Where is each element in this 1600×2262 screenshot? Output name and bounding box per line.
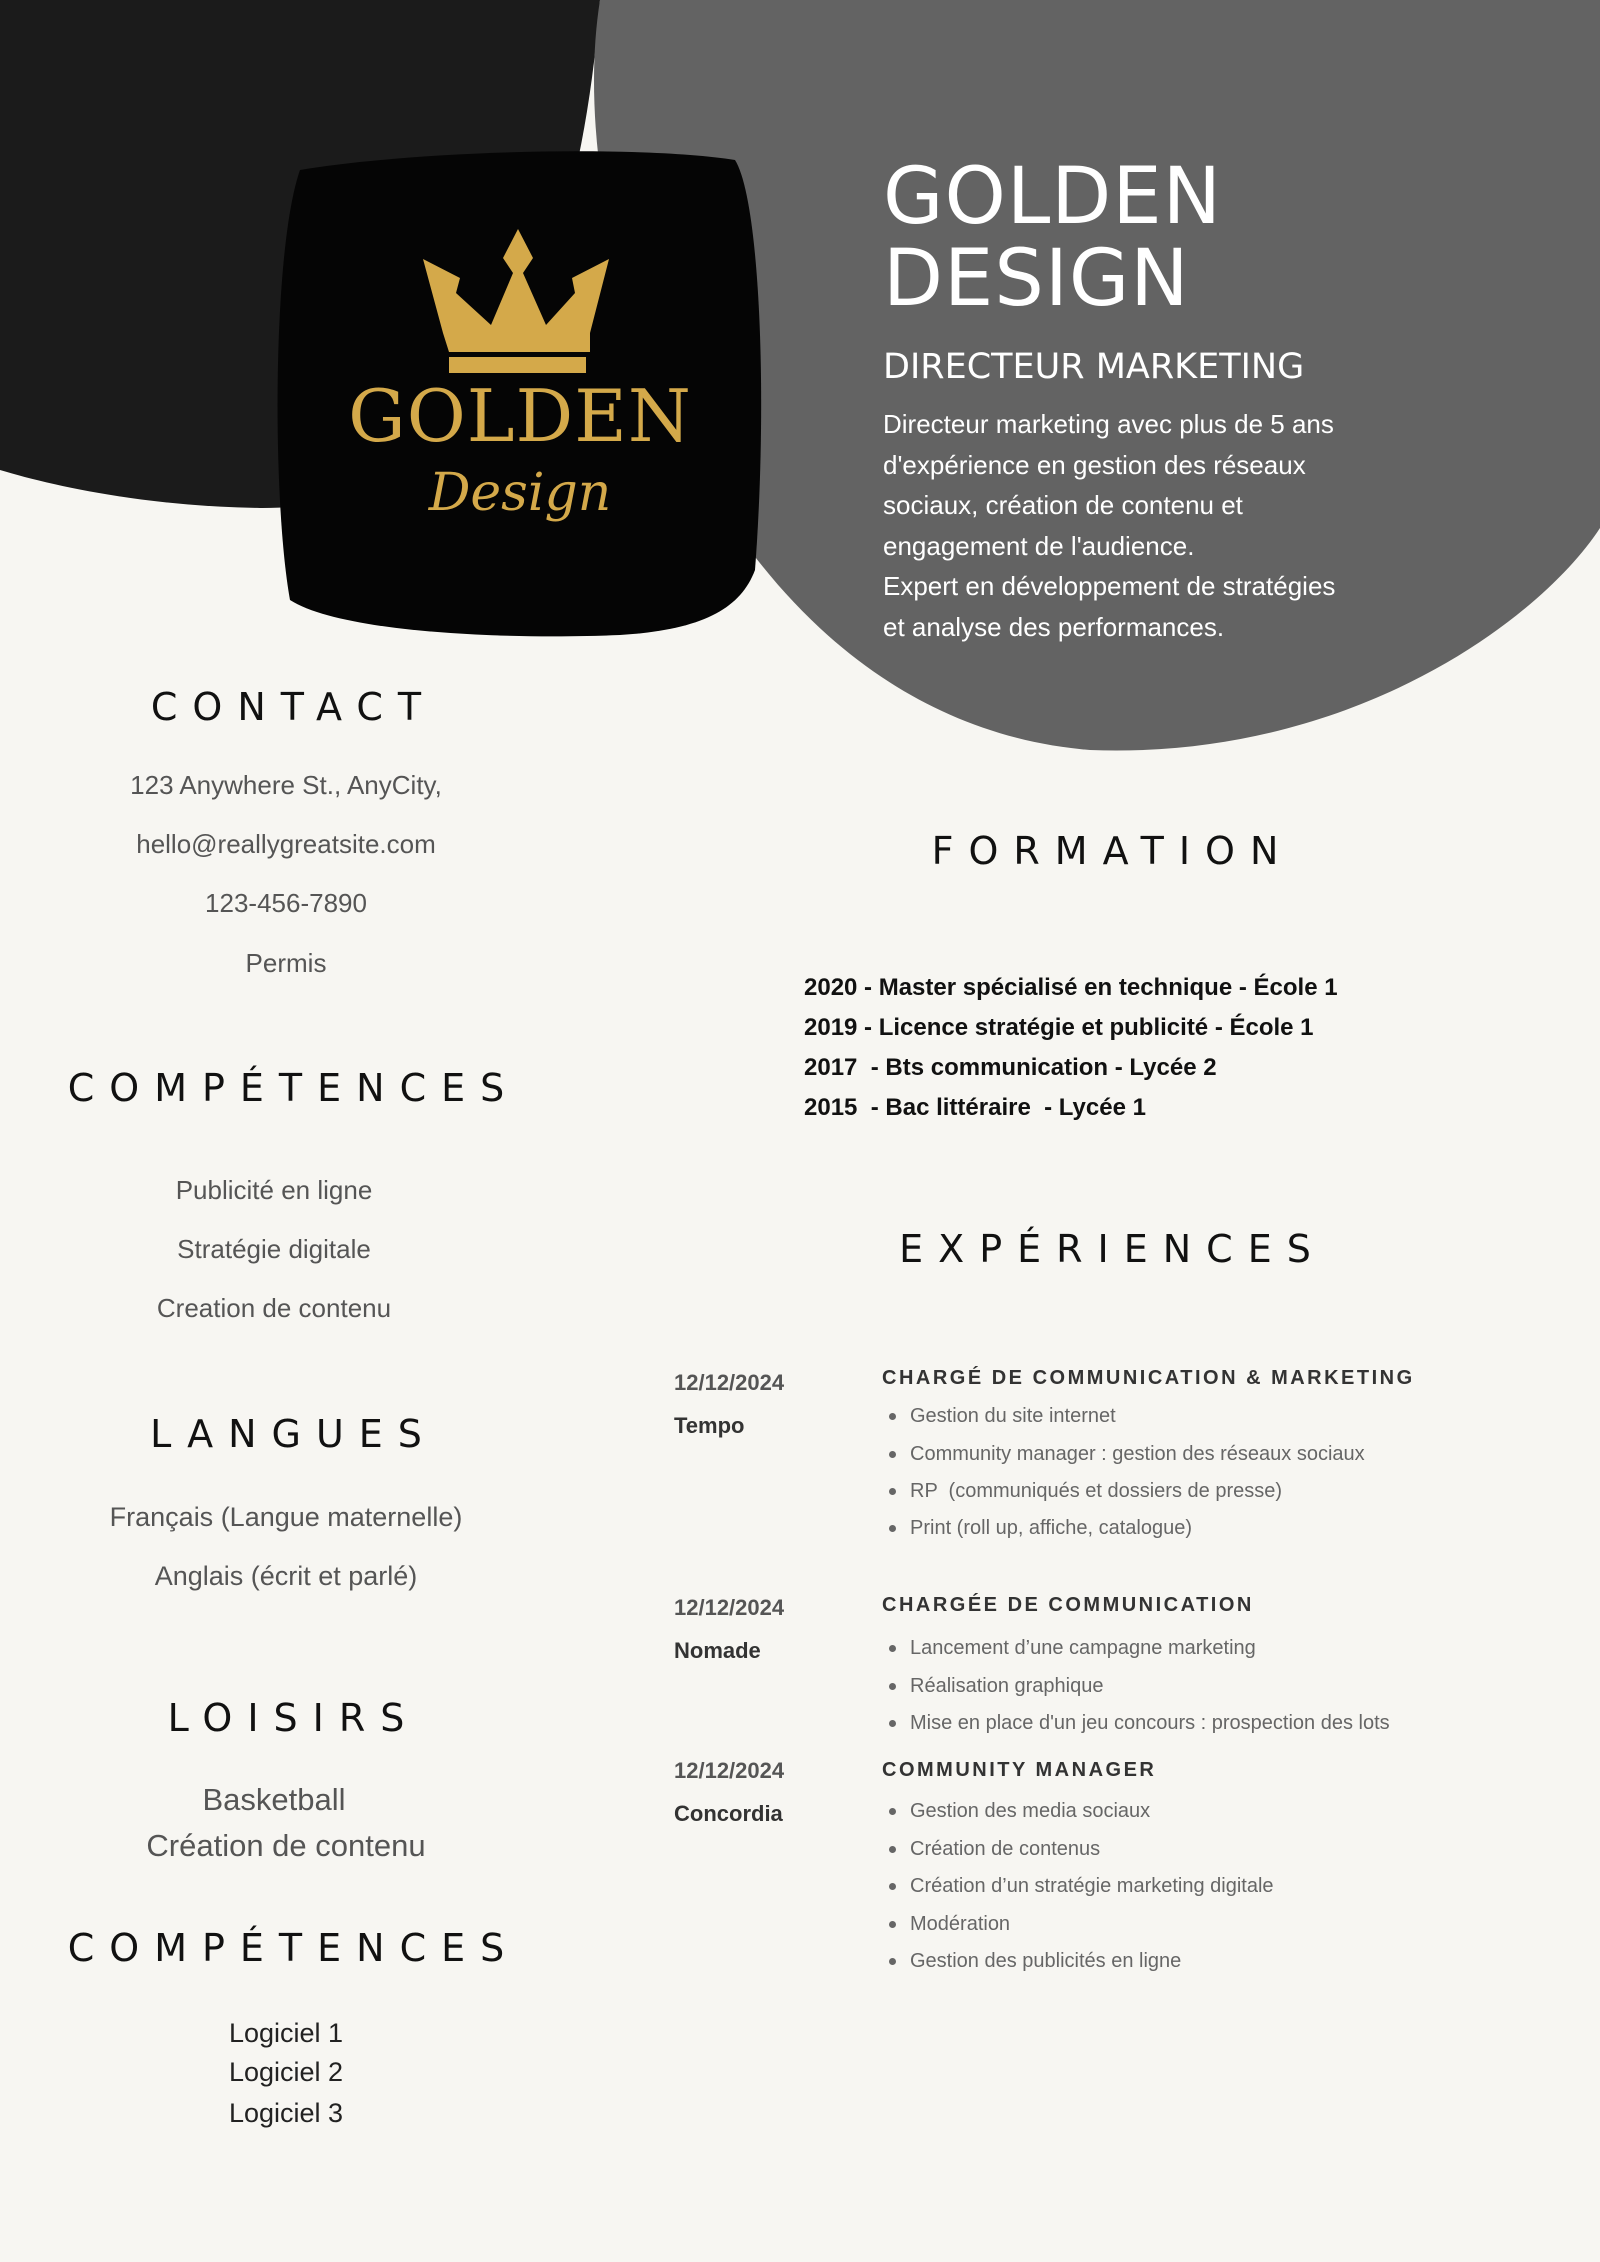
formation-heading: FORMATION <box>931 829 1294 873</box>
bullet-text: Gestion des publicités en ligne <box>910 1950 1182 1972</box>
job-bullet <box>889 1712 1390 1735</box>
bullet-icon <box>889 1525 896 1532</box>
job-bullet <box>889 1800 1150 1823</box>
about-line: d'expérience en gestion des réseaux <box>883 449 1306 480</box>
logo-brand-text: GOLDEN <box>348 374 692 458</box>
bullet-text: Print (roll up, affiche, catalogue) <box>910 1517 1193 1539</box>
bullet-text: Gestion des media sociaux <box>910 1800 1151 1822</box>
bullet-icon <box>889 1808 896 1815</box>
bullet-icon <box>889 1488 896 1495</box>
skill-item: Creation de contenu <box>156 1293 392 1323</box>
role-title: DIRECTEUR MARKETING <box>883 347 1305 387</box>
experiences-heading: EXPÉRIENCES <box>899 1227 1326 1271</box>
bullet-text: Création de contenus <box>910 1838 1101 1860</box>
about-line: engagement de l'audience. <box>883 530 1195 561</box>
name-heading <box>883 152 1222 324</box>
job-title: COMMUNITY MANAGER <box>882 1759 1157 1781</box>
bullet-icon <box>889 1921 896 1928</box>
job-title: CHARGÉ DE COMMUNICATION & MARKETING <box>882 1367 1415 1389</box>
bullet-icon <box>889 1645 896 1652</box>
formation-item: 2017 - Bts communication - Lycée 2 <box>804 1054 1217 1081</box>
job-bullet <box>889 1950 1181 1973</box>
job-bullet <box>889 1443 1365 1466</box>
contact-address: 123 Anywhere St., AnyCity, <box>130 770 442 800</box>
bullet-icon <box>889 1883 896 1890</box>
bullet-icon <box>889 1451 896 1458</box>
about-line: sociaux, création de contenu et <box>883 490 1243 520</box>
contact-heading: CONTACT <box>150 685 437 729</box>
contact-phone: 123-456-7890 <box>205 888 367 918</box>
formation-item: 2020 - Master spécialisé en technique - École 1 <box>804 974 1338 1001</box>
job-date: 12/12/2024 <box>674 1370 785 1395</box>
name-line-2: DESIGN <box>883 234 1190 324</box>
about-line: Expert en développement de stratégies <box>883 571 1336 601</box>
job-company: Concordia <box>674 1801 783 1826</box>
skill-item: Publicité en ligne <box>175 1175 373 1205</box>
software-item: Logiciel 2 <box>228 2057 344 2087</box>
job-bullet <box>889 1838 1100 1861</box>
bullet-text: RP (communiqués et dossiers de presse) <box>910 1480 1283 1502</box>
hobby-item: Création de contenu <box>146 1828 426 1863</box>
job-date: 12/12/2024 <box>674 1758 785 1783</box>
software-item: Logiciel 3 <box>228 2098 344 2128</box>
bullet-icon <box>889 1683 896 1690</box>
job-date: 12/12/2024 <box>674 1595 785 1620</box>
software-item: Logiciel 1 <box>228 2018 344 2048</box>
language-item: Anglais (écrit et parlé) <box>154 1561 418 1591</box>
bullet-text: Réalisation graphique <box>910 1675 1104 1697</box>
contact-license: Permis <box>245 948 327 978</box>
job-company: Tempo <box>674 1413 745 1438</box>
bullet-text: Lancement d’une campagne marketing <box>910 1637 1256 1659</box>
job-bullet <box>889 1875 1274 1898</box>
job-bullet <box>889 1675 1103 1698</box>
about-text <box>883 404 1443 647</box>
job-company: Nomade <box>674 1638 761 1663</box>
bullet-text: Création d’un stratégie marketing digitale <box>910 1875 1274 1897</box>
job-bullet <box>889 1405 1116 1428</box>
job-bullet <box>889 1480 1282 1503</box>
software-heading: COMPÉTENCES <box>67 1926 520 1970</box>
logo-script-text: Design <box>428 463 612 523</box>
bullet-icon <box>889 1846 896 1853</box>
bullet-text: Modération <box>910 1913 1011 1935</box>
language-item: Français (Langue maternelle) <box>109 1502 463 1532</box>
formation-item: 2019 - Licence stratégie et publicité - École 1 <box>804 1014 1314 1041</box>
bullet-icon <box>889 1958 896 1965</box>
job-bullet <box>889 1637 1256 1660</box>
bullet-text: Gestion du site internet <box>910 1405 1116 1427</box>
hobby-item: Basketball <box>202 1782 346 1817</box>
job-bullet <box>889 1517 1192 1540</box>
about-line: et analyse des performances. <box>883 611 1225 642</box>
about-line: Directeur marketing avec plus de 5 ans <box>883 409 1334 439</box>
skills-heading: COMPÉTENCES <box>67 1066 520 1110</box>
skill-item: Stratégie digitale <box>177 1234 371 1264</box>
job-title: CHARGÉE DE COMMUNICATION <box>882 1594 1254 1616</box>
bullet-text: Community manager : gestion des réseaux sociaux <box>910 1443 1365 1465</box>
job-bullet <box>889 1913 1010 1936</box>
name-line-1: GOLDEN <box>883 152 1222 242</box>
bullet-text: Mise en place d'un jeu concours : prospection des lots <box>910 1712 1390 1734</box>
languages-heading: LANGUES <box>150 1412 437 1456</box>
formation-item: 2015 - Bac littéraire - Lycée 1 <box>804 1094 1146 1121</box>
contact-email[interactable]: hello@reallygreatsite.com <box>136 829 436 859</box>
hobbies-heading: LOISIRS <box>167 1696 420 1740</box>
bullet-icon <box>889 1413 896 1420</box>
bullet-icon <box>889 1720 896 1727</box>
